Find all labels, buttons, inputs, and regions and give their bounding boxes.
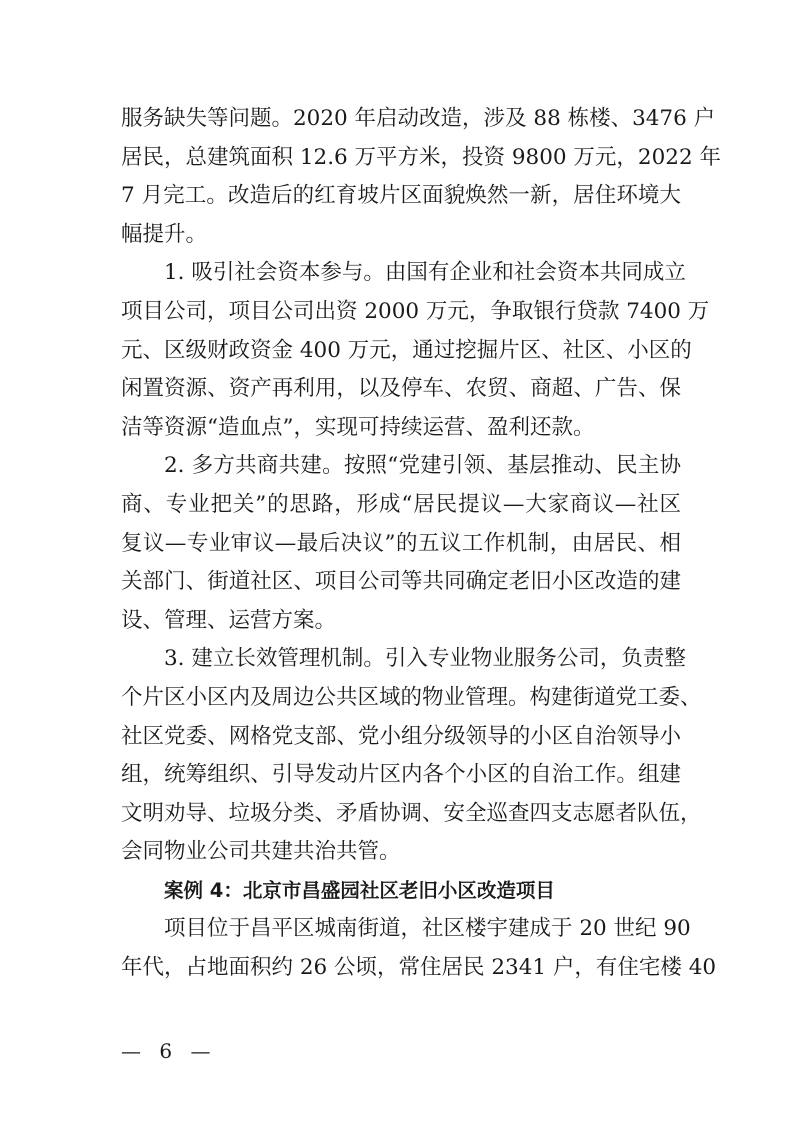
paragraph-line: 洁等资源“造血点”，实现可持续运营、盈利还款。 (121, 414, 595, 440)
paragraph-line: 个片区小区内及周边公共区域的物业管理。构建街道党工委、 (121, 684, 702, 710)
paragraph-line: 社区党委、网格党支部、党小组分级领导的小区自治领导小 (121, 723, 681, 749)
case-heading: 案例 4：北京市昌盛园社区老旧小区改造项目 (164, 878, 555, 902)
page-number: — 6 — (121, 1039, 217, 1063)
paragraph-line: 服务缺失等问题。2020 年启动改造，涉及 88 栋楼、3476 户 (121, 106, 716, 131)
paragraph-line: 商、专业把关”的思路，形成“居民提议—大家商议—社区 (121, 491, 681, 517)
paragraph-line: 元、区级财政资金 400 万元，通过挖掘片区、社区、小区的 (121, 337, 692, 363)
paragraph-line: 组，统筹组织、引导发动片区内各个小区的自治工作。组建 (121, 762, 681, 788)
paragraph-line: 项目公司，项目公司出资 2000 万元，争取银行贷款 7400 万 (121, 298, 710, 324)
paragraph-line: 1. 吸引社会资本参与。由国有企业和社会资本共同成立 (164, 260, 686, 286)
paragraph-line: 居民，总建筑面积 12.6 万平方米，投资 9800 万元，2022 年 (121, 144, 721, 170)
paragraph-line: 文明劝导、垃圾分类、矛盾协调、安全巡查四支志愿者队伍， (121, 800, 702, 826)
paragraph-line: 设、管理、运营方案。 (121, 607, 337, 633)
paragraph-line: 复议—专业审议—最后决议”的五议工作机制，由居民、相 (121, 530, 681, 556)
paragraph-line: 关部门、街道社区、项目公司等共同确定老旧小区改造的建 (121, 569, 681, 595)
paragraph-line: 7 月完工。改造后的红育坡片区面貌焕然一新，居住环境大 (121, 183, 681, 209)
paragraph-line: 2. 多方共商共建。按照“党建引领、基层推动、民主协 (164, 453, 681, 479)
paragraph-line: 3. 建立长效管理机制。引入专业物业服务公司，负责整 (164, 646, 686, 672)
paragraph-line: 年代，占地面积约 26 公顷，常住居民 2341 户，有住宅楼 40 (121, 955, 717, 981)
paragraph-line: 会同物业公司共建共治共管。 (121, 839, 401, 865)
paragraph-line: 项目位于昌平区城南街道，社区楼宇建成于 20 世纪 90 (164, 916, 691, 942)
paragraph-line: 闲置资源、资产再利用，以及停车、农贸、商超、广告、保 (121, 376, 681, 402)
paragraph-line: 幅提升。 (121, 221, 208, 247)
body-text (121, 100, 721, 988)
